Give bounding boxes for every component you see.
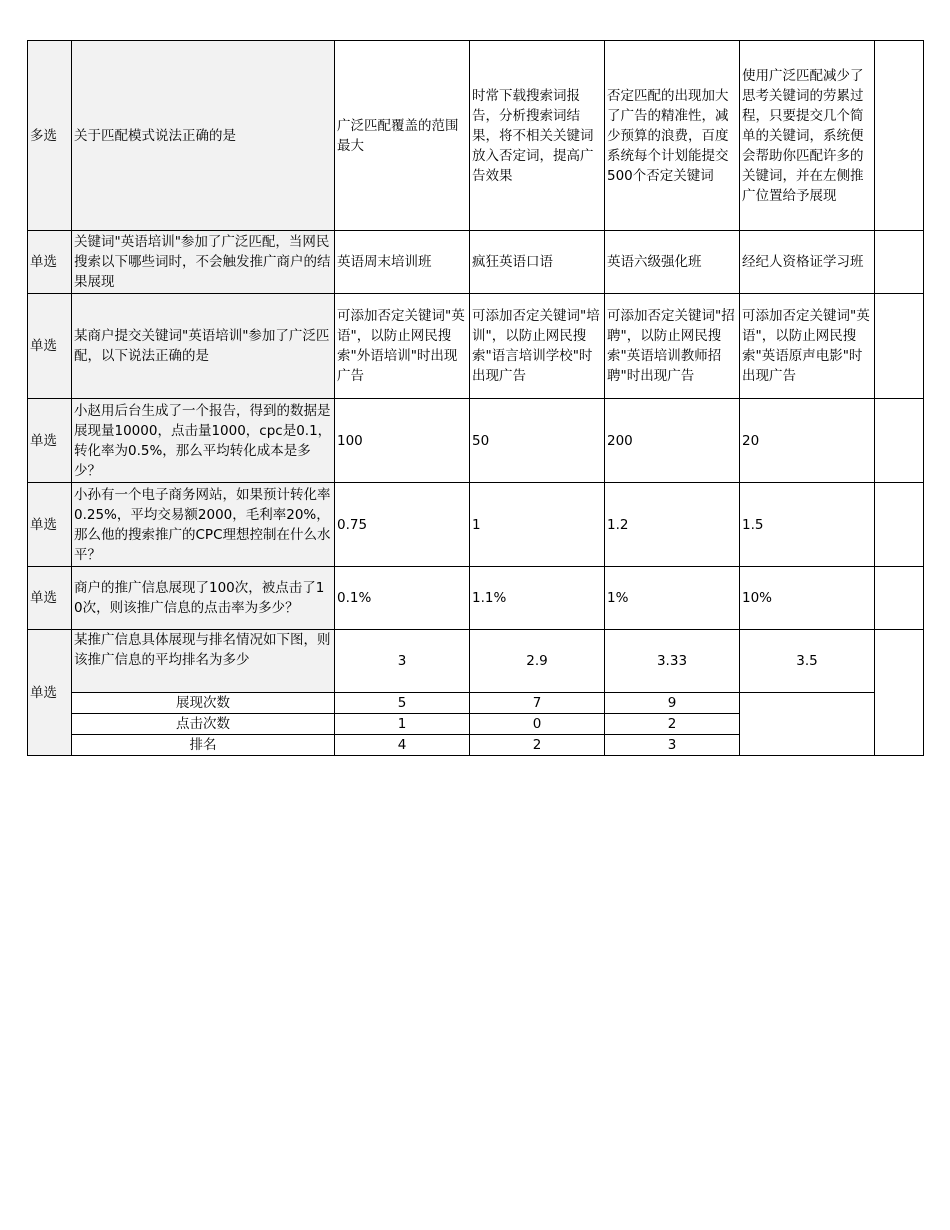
question-row: [28, 231, 924, 294]
option-c: 1.2: [605, 483, 740, 567]
option-d: 1.5: [740, 483, 875, 567]
option-d: 20: [740, 399, 875, 483]
option-b: 可添加否定关键词"培训"，以防止网民搜索"语言培训学校"时出现广告: [470, 294, 605, 399]
option-d: 3.5: [740, 630, 875, 693]
question-text: 某推广信息具体展现与排名情况如下图，则该推广信息的平均排名为多少: [72, 630, 335, 693]
empty-cell: [740, 693, 875, 756]
option-a: 3: [335, 630, 470, 693]
option-d: 10%: [740, 567, 875, 630]
sub-table-label: 排名: [72, 735, 335, 756]
sub-table-label: 点击次数: [72, 714, 335, 735]
question-type: 多选: [28, 41, 72, 231]
question-type: 单选: [28, 231, 72, 294]
rank-question-row: [28, 630, 924, 693]
empty-cell: [875, 567, 924, 630]
sub-table-value: 2: [605, 714, 740, 735]
empty-cell: [875, 41, 924, 231]
sub-table-value: 0: [470, 714, 605, 735]
option-a: 可添加否定关键词"英语"，以防止网民搜索"外语培训"时出现广告: [335, 294, 470, 399]
question-sheet: [27, 40, 924, 756]
question-type: 单选: [28, 567, 72, 630]
option-d: 经纪人资格证学习班: [740, 231, 875, 294]
option-b: 1: [470, 483, 605, 567]
rank-table-row-impressions: [28, 693, 924, 714]
option-a: 0.75: [335, 483, 470, 567]
option-d: 使用广泛匹配减少了思考关键词的劳累过程，只要提交几个简单的关键词，系统便会帮助你匹配许多的关键词，并在左侧推广位置给予展现: [740, 41, 875, 231]
empty-cell: [875, 294, 924, 399]
sub-table-value: 7: [470, 693, 605, 714]
question-text: 关于匹配模式说法正确的是: [72, 41, 335, 231]
sheet-body: [28, 41, 924, 756]
option-c: 英语六级强化班: [605, 231, 740, 294]
option-a: 100: [335, 399, 470, 483]
question-text: 关键词"英语培训"参加了广泛匹配，当网民搜索以下哪些词时，不会触发推广商户的结果展现: [72, 231, 335, 294]
option-c: 1%: [605, 567, 740, 630]
question-type: 单选: [28, 483, 72, 567]
option-d: 可添加否定关键词"英语"，以防止网民搜索"英语原声电影"时出现广告: [740, 294, 875, 399]
option-b: 2.9: [470, 630, 605, 693]
empty-cell: [875, 399, 924, 483]
question-type: 单选: [28, 294, 72, 399]
empty-cell: [875, 231, 924, 294]
option-a: 广泛匹配覆盖的范围最大: [335, 41, 470, 231]
option-b: 疯狂英语口语: [470, 231, 605, 294]
question-text: 小孙有一个电子商务网站，如果预计转化率0.25%，平均交易额2000，毛利率20%，那么他的搜索推广的CPC理想控制在什么水平？: [72, 483, 335, 567]
question-type: 单选: [28, 399, 72, 483]
question-row: [28, 399, 924, 483]
option-c: 3.33: [605, 630, 740, 693]
option-c: 可添加否定关键词"招聘"，以防止网民搜索"英语培训教师招聘"时出现广告: [605, 294, 740, 399]
sub-table-value: 2: [470, 735, 605, 756]
option-b: 时常下载搜索词报告，分析搜索词结果，将不相关关键词放入否定词，提高广告效果: [470, 41, 605, 231]
question-row: [28, 41, 924, 231]
option-b: 1.1%: [470, 567, 605, 630]
question-text: 小赵用后台生成了一个报告，得到的数据是展现量10000，点击量1000，cpc是0.1，转化率为0.5%，那么平均转化成本是多少？: [72, 399, 335, 483]
sub-table-value: 5: [335, 693, 470, 714]
question-row: [28, 294, 924, 399]
option-c: 200: [605, 399, 740, 483]
option-b: 50: [470, 399, 605, 483]
sub-table-value: 4: [335, 735, 470, 756]
question-row: [28, 483, 924, 567]
question-row: [28, 567, 924, 630]
sub-table-label: 展现次数: [72, 693, 335, 714]
option-c: 否定匹配的出现加大了广告的精准性，减少预算的浪费，百度系统每个计划能提交500个否定关键词: [605, 41, 740, 231]
option-a: 英语周末培训班: [335, 231, 470, 294]
question-text: 某商户提交关键词"英语培训"参加了广泛匹配，以下说法正确的是: [72, 294, 335, 399]
empty-cell: [875, 630, 924, 756]
sub-table-value: 1: [335, 714, 470, 735]
empty-cell: [875, 483, 924, 567]
question-type: 单选: [28, 630, 72, 756]
question-text: 商户的推广信息展现了100次，被点击了10次，则该推广信息的点击率为多少？: [72, 567, 335, 630]
sub-table-value: 9: [605, 693, 740, 714]
option-a: 0.1%: [335, 567, 470, 630]
sub-table-value: 3: [605, 735, 740, 756]
